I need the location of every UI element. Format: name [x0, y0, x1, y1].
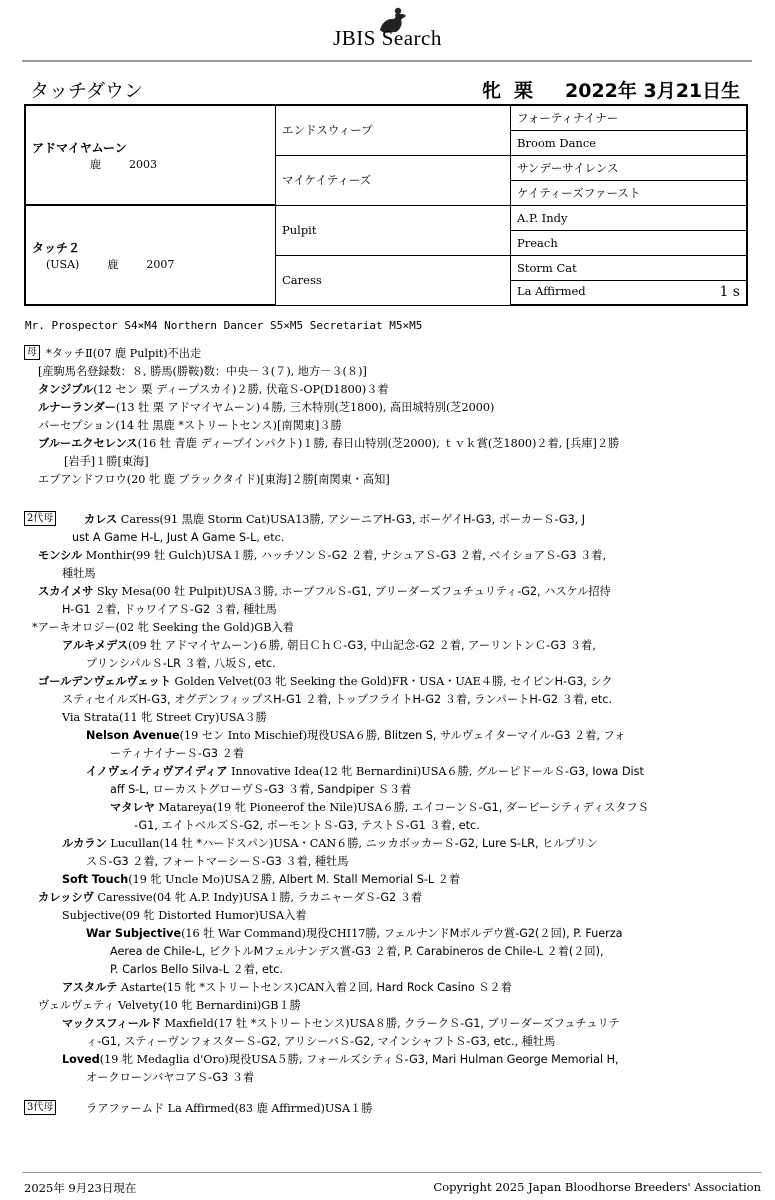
family-line — [46, 345, 201, 363]
family-text: Caressive(04 牝 A.P. Indy)USA１勝, — [93, 891, 298, 904]
pedigree-sss[interactable]: フォーティナイナー — [511, 105, 748, 130]
pedigree-dd[interactable]: Caress — [276, 255, 511, 305]
family-text: Matareya(19 牝 Pioneerof the Nile)USA６勝, — [154, 801, 413, 814]
tag-3rd-dam: 3代母 — [24, 1100, 56, 1115]
pedigree-sdd[interactable]: ケイティーズファースト — [511, 180, 748, 205]
family-text: Astarte(15 牝 *ストリートセンス)CAN入着２回, — [117, 981, 377, 994]
family-line — [86, 655, 276, 673]
horse-link[interactable]: マタレヤ — [110, 801, 155, 814]
family-text: Sky Mesa(00 牡 Pulpit)USA３勝, — [93, 585, 282, 598]
inbreed-cross-count: 1 s — [719, 284, 740, 301]
family-text: (12 セン 栗 ディープスカイ)２勝, 伏竜Ｓ-OP(D1800)３着 — [93, 383, 389, 396]
tag-2nd-dam: 2代母 — [24, 511, 56, 526]
family-line — [38, 997, 301, 1015]
horse-link[interactable]: Loved — [62, 1053, 100, 1066]
family-text: ーティナイナーＳ-G3 ２着 — [110, 747, 244, 760]
family-text: (09 牡 アドマイヤムーン)６勝, — [128, 639, 288, 652]
horse-link[interactable]: ルカラン — [62, 837, 107, 850]
family-text: Aerea de Chile-L, ビクトルMフェルナンデス賞-G3 ２着, P. Carabineros de Chile-L ２着(２回), — [110, 945, 604, 958]
family-text: *タッチⅡ(07 鹿 Pulpit)不出走 — [46, 347, 202, 360]
family-line — [110, 745, 244, 763]
family-text: プリンシパルＳ-LR ３着, 八坂Ｓ, etc. — [86, 657, 276, 670]
family-line — [84, 511, 585, 529]
family-text: (16 牡 青鹿 ディープインパクト)１勝, 春日山特別(芝2000), ｔｖｋ賞(芝1800)２着, [兵庫]２勝 — [137, 437, 620, 450]
pedigree-sds[interactable]: サンデーサイレンス — [511, 155, 748, 180]
horse-link[interactable]: カレッシヴ — [38, 891, 94, 904]
family-line — [38, 399, 494, 417]
pedigree-dds[interactable]: Storm Cat — [511, 255, 748, 280]
family-line — [38, 583, 611, 601]
horse-link[interactable]: モンシル — [38, 549, 83, 562]
dam-name: タッチ２ — [32, 240, 81, 255]
family-text: ニッカボッカーＳ-G2, Lure S-LR, ヒルプリン — [365, 837, 598, 850]
family-line — [62, 907, 307, 925]
footer-copyright: Copyright 2025 Japan Bloodhorse Breeders' Association — [433, 1180, 761, 1194]
family-text: 朝日ＣｈＣ-G3, 中山記念-G2 ２着, アーリントンＣ-G3 ３着, — [287, 639, 596, 652]
family-text: Blitzen S, サルヴェイターマイル-G3 ２着, フォ — [384, 729, 626, 742]
family-text: (19 牝 Medaglia d'Oro)現役USA５勝, — [99, 1053, 306, 1066]
horse-link[interactable]: タンジブル — [38, 383, 94, 396]
family-text: スＳ-G3 ２着, フォートマーシーＳ-G3 ３着, 種牡馬 — [86, 855, 349, 868]
pedigree-ssd[interactable]: Broom Dance — [511, 130, 748, 155]
horse-link[interactable]: マックスフィールド — [62, 1017, 162, 1030]
family-line — [62, 835, 598, 853]
family-text: ラアファームド La Affirmed(83 鹿 Affirmed)USA１勝 — [86, 1102, 373, 1115]
family-line — [86, 763, 644, 781]
family-line — [62, 565, 96, 583]
family-line — [38, 673, 613, 691]
family-line — [38, 363, 367, 381]
family-text: (16 牡 War Command)現役CHI17勝, — [181, 927, 384, 940]
family-line — [38, 417, 342, 435]
horse-link[interactable]: ルナーランダー — [38, 401, 116, 414]
family-text: Golden Velvet(03 牝 Seeking the Gold)FR・USA・UAE４勝, — [170, 675, 511, 688]
family-text: (19 セン Into Mischief)現役USA６勝, — [179, 729, 385, 742]
family-line — [110, 943, 604, 961]
family-text: フォールズシティＳ-G3, Mari Hulman George Memorial H, — [305, 1053, 619, 1066]
family-line — [62, 1015, 620, 1033]
family-line — [38, 889, 422, 907]
family-text: ヴェルヴェティ Velvety(10 牝 Bernardini)GB１勝 — [38, 999, 301, 1012]
family-text: Subjective(09 牝 Distorted Humor)USA入着 — [62, 909, 307, 922]
dam-year: 2007 — [146, 257, 175, 271]
pedigree-ddd-name: La Affirmed — [517, 284, 586, 299]
horse-link[interactable]: War Subjective — [86, 927, 182, 940]
family-text: アシーニアH-G3, ボーゲイH-G3, ポーカーＳ-G3, J — [327, 513, 586, 526]
family-line — [86, 925, 623, 943]
family-line — [86, 853, 348, 871]
family-line — [62, 1051, 619, 1069]
family-line — [32, 619, 294, 637]
family-text: Hard Rock Casino Ｓ２着 — [376, 981, 512, 994]
tag-dam: 母 — [24, 345, 40, 360]
family-line — [86, 1100, 372, 1118]
family-line — [110, 799, 649, 817]
family-line — [62, 871, 460, 889]
family-text: Caress(91 黒鹿 Storm Cat)USA13勝, — [117, 513, 328, 526]
family-text: Lucullan(14 牡 *ハードスパン)USA・CAN６勝, — [106, 837, 366, 850]
family-line — [38, 435, 619, 453]
family-line — [38, 547, 606, 565]
family-line — [86, 1033, 555, 1051]
horse-link[interactable]: アスタルテ — [62, 981, 118, 994]
family-text: , etc. — [256, 531, 285, 544]
family-text: (19 牝 Uncle Mo)USA２勝, — [128, 873, 280, 886]
family-line — [62, 601, 277, 619]
family-text: エイコーンＳ-G1, ダービーシティディスタフＳ — [412, 801, 649, 814]
family-text: ラカニャーダＳ-G2 ３着 — [297, 891, 423, 904]
family-text: [岩手]１勝[東海] — [64, 455, 149, 468]
pedigree-sd[interactable]: マイケイティーズ — [276, 155, 511, 205]
family-text: Innovative Idea(12 牝 Bernardini)USA６勝, — [227, 765, 476, 778]
family-text: ust A Game H-L, Just A Game S-L — [72, 531, 257, 544]
horse-name: タッチダウン — [30, 80, 144, 102]
family-line — [62, 709, 267, 727]
sire-name: アドマイヤムーン — [32, 140, 127, 155]
logo-text: JBIS Search — [333, 26, 442, 50]
family-line — [64, 453, 149, 471]
horse-sex: 牝 — [482, 80, 502, 102]
family-line — [38, 381, 389, 399]
family-line — [86, 1069, 254, 1087]
dam-color: 鹿 — [107, 257, 119, 271]
family-text: ハッチソンＳ-G2 ２着, ナシュアＳ-G3 ２着, ベイショアＳ-G3 ３着, — [260, 549, 607, 562]
sire-year: 2003 — [129, 157, 157, 171]
family-text: スティセイルズH-G3, オグデンフィップスH-G1 ２着, トップフライトH-G2 ３着, ランパートH-G2 ３着, etc. — [62, 693, 613, 706]
horse-link[interactable]: ゴールデンヴェルヴェット — [38, 675, 171, 688]
pedigree-dsd[interactable]: Preach — [511, 230, 748, 255]
pedigree-ds[interactable]: Pulpit — [276, 205, 511, 255]
family-text: パーセプション(14 牡 黒鹿 *ストリートセンス)[南関東]３勝 — [38, 419, 342, 432]
footer-date: 2025年 9月23日現在 — [24, 1181, 137, 1195]
family-section — [24, 0, 764, 1120]
sire-color: 鹿 — [90, 157, 101, 171]
family-text: Monthir(99 牡 Gulch)USA１勝, — [82, 549, 261, 562]
family-line — [62, 691, 612, 709]
family-text: クラークＳ-G1, ブリーダーズフュチュリテ — [404, 1017, 620, 1030]
family-text: フェルナンドMボルデウ賞-G2(２回), P. Fuerza — [383, 927, 623, 940]
horse-link[interactable]: スカイメサ — [38, 585, 94, 598]
pedigree-dss[interactable]: A.P. Indy — [511, 205, 748, 230]
family-text: ィ-G1, スティーヴンフォスターＳ-G2, アリシーバＳ-G2, マインシャフトＳ-G3, etc., 種牡馬 — [86, 1035, 556, 1048]
family-text: P. Carlos Bello Silva-L ２着, etc. — [110, 963, 283, 976]
family-line — [134, 817, 480, 835]
family-line — [110, 961, 283, 979]
horse-link[interactable]: Soft Touch — [62, 873, 129, 886]
family-text: グルーピドールＳ-G3, Iowa Dist — [475, 765, 644, 778]
family-text: セイビンH-G3, シク — [510, 675, 613, 688]
family-line — [38, 471, 390, 489]
family-text: エブアンドフロウ(20 牝 鹿 ブラックタイド)[東海]２勝[南関東・高知] — [38, 473, 390, 486]
family-text: Via Strata(11 牝 Street Cry)USA３勝 — [62, 711, 267, 724]
family-text: H-G1 ２着, ドゥワイアＳ-G2 ３着, 種牡馬 — [62, 603, 277, 616]
family-text: [産駒馬名登録数：８, 勝馬(勝鞍)数：中央－３(７), 地方－３(８)] — [38, 365, 367, 378]
family-line — [62, 637, 596, 655]
horse-link[interactable]: アルキメデス — [62, 639, 129, 652]
family-text: 種牡馬 — [62, 567, 96, 580]
horse-color: 栗 — [514, 80, 534, 102]
horse-link[interactable]: イノヴェイティヴアイディア — [86, 765, 228, 778]
footer-divider — [22, 1172, 762, 1173]
pedigree-ss[interactable]: エンドスウィープ — [276, 105, 511, 155]
family-line — [86, 727, 625, 745]
family-line — [110, 781, 411, 799]
inbreeding-summary: Mr. Prospector S4×M4 Northern Dancer S5×M5 Secretariat M5×M5 — [25, 319, 423, 332]
dam-origin: (USA) — [46, 257, 80, 271]
family-text: *アーキオロジー(02 牝 Seeking the Gold)GB入着 — [32, 621, 294, 634]
horse-birthdate: 2022年 3月21日生 — [565, 80, 741, 102]
family-line — [62, 979, 512, 997]
family-text: Maxfield(17 牡 *ストリートセンス)USA８勝, — [161, 1017, 405, 1030]
family-text: -G1, エイトベルズＳ-G2, ボーモントＳ-G3, テストＳ-G1 ３着, etc. — [134, 819, 480, 832]
family-line — [72, 529, 284, 547]
family-text: オークローンバヤコアＳ-G3 ３着 — [86, 1071, 255, 1084]
horse-link[interactable]: Nelson Avenue — [86, 729, 180, 742]
family-text: ホープフルＳ-G1, ブリーダーズフュチュリティ-G2, ハスケル招待 — [281, 585, 611, 598]
family-text: (13 牡 栗 アドマイヤムーン)４勝, 三木特別(芝1800), 高田城特別(芝2000) — [115, 401, 495, 414]
horse-link[interactable]: ブルーエクセレンス — [38, 437, 138, 450]
family-text: Albert M. Stall Memorial S-L ２着 — [279, 873, 461, 886]
horse-link[interactable]: カレス — [84, 513, 118, 526]
family-text: aff S-L, ローカストグローヴＳ-G3 ３着, Sandpiper Ｓ３着 — [110, 783, 412, 796]
